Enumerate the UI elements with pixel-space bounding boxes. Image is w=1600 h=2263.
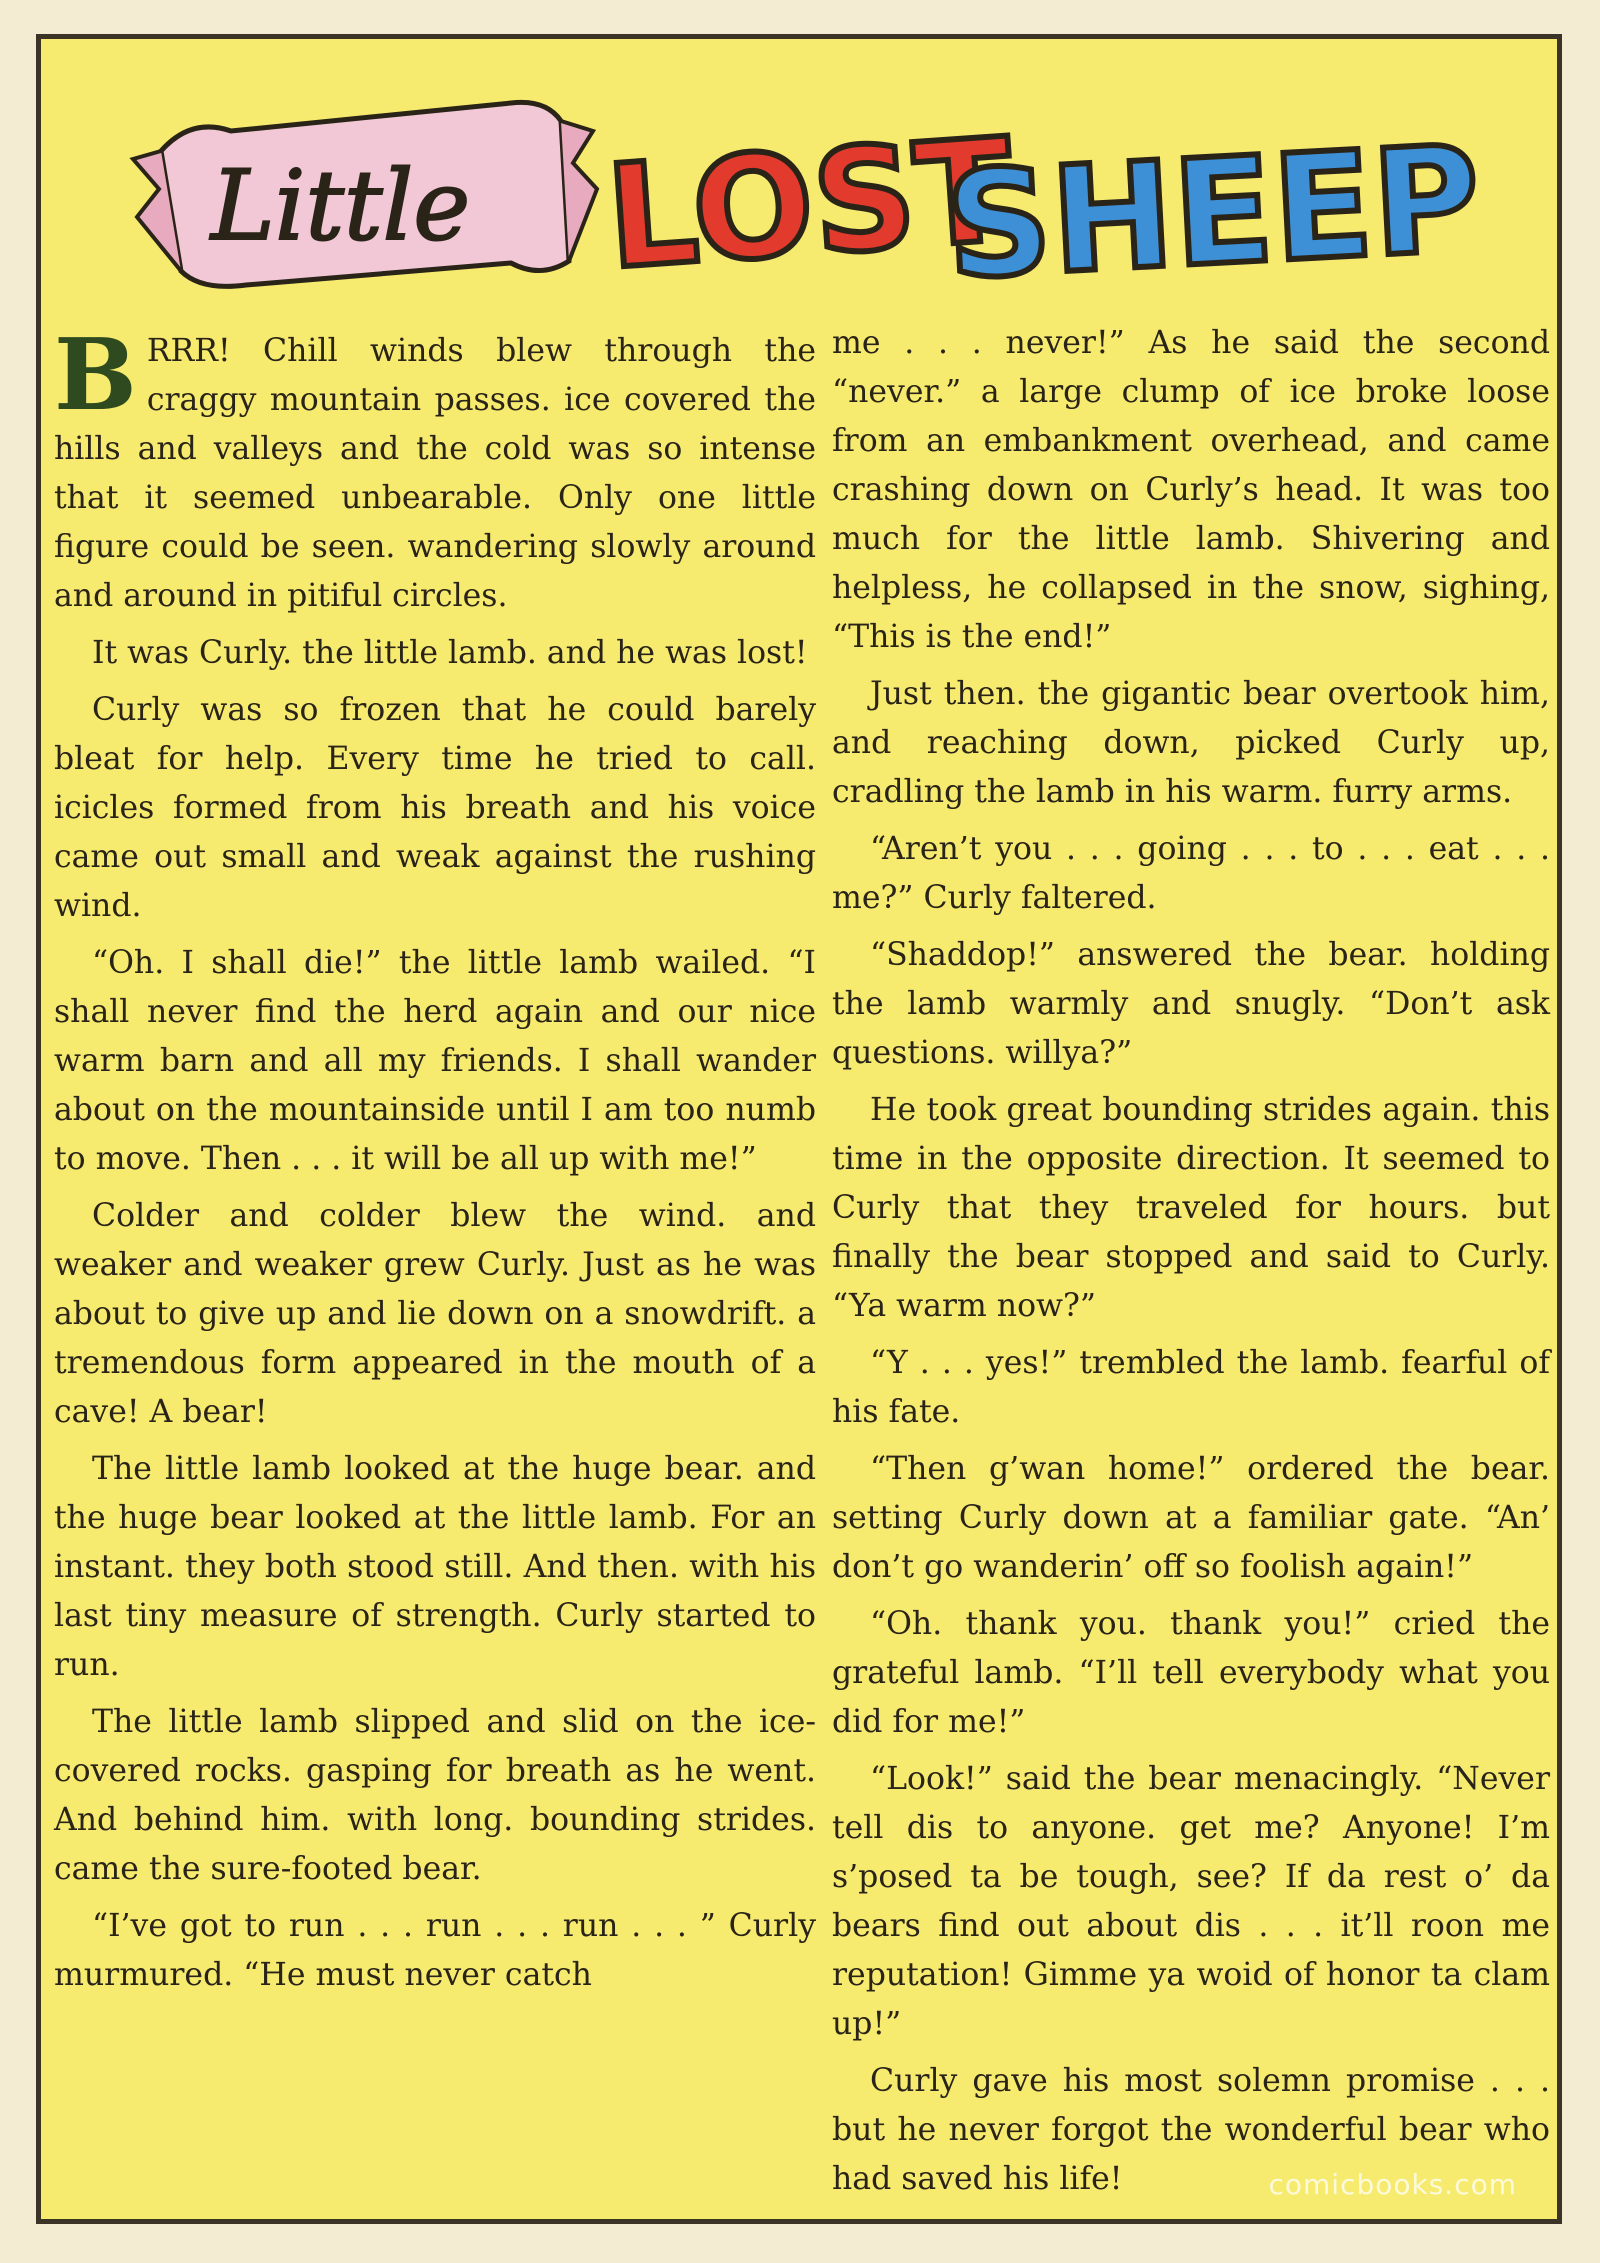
title-art	[41, 39, 1557, 329]
story-paragraph: Curly gave his most solemn promise . . . but he never forgot the wonderful bear who had saved his life!	[832, 2063, 1550, 2197]
comic-page	[36, 34, 1562, 2224]
story-paragraph: “Y . . . yes!” trembled the lamb. fearful of his fate.	[832, 1345, 1550, 1430]
story-paragraph: Just then. the gigantic bear overtook him, and reaching down, picked Curly up, cradling the lamb in his warm. furry arms.	[832, 676, 1550, 810]
site-watermark: comicbooks.com	[1268, 2168, 1517, 2201]
story-paragraph: He took great bounding strides again. this time in the opposite direction. It seemed to Curly that they traveled for hours. but finally the bear stopped and said to Curly. “Ya warm now?”	[832, 1092, 1550, 1324]
title-word-little: Little	[211, 150, 471, 262]
story-paragraph: It was Curly. the little lamb. and he was lost!	[92, 635, 808, 671]
title-word-lost: LOST	[601, 108, 1018, 301]
story-column-right	[832, 319, 1550, 2212]
story-paragraph: “Oh. I shall die!” the little lamb wailed. “I shall never find the herd again and our nice warm barn and all my friends. I shall wander about on the mountainside until I am too numb to move. Then . . . it will be all up with me!”	[54, 945, 816, 1177]
story-paragraph: “I’ve got to run . . . run . . . run . . . ” Curly murmured. “He must never catch	[54, 1908, 816, 1993]
story-paragraph: “Shaddop!” answered the bear. holding the lamb warmly and snugly. “Don’t ask questions. willya?”	[832, 937, 1550, 1071]
story-paragraph: Curly was so frozen that he could barely bleat for help. Every time he tried to call. icicles formed from his breath and his voice came out small and weak against the rushing wind.	[54, 692, 816, 924]
story-column-left	[54, 318, 816, 2008]
story-paragraph: The little lamb looked at the huge bear. and the huge bear looked at the little lamb. For an instant. they both stood still. And then. with his last tiny measure of strength. Curly started to run.	[54, 1451, 816, 1683]
story-paragraph: BRRR! Chill winds blew through the craggy mountain passes. ice covered the hills and valleys and the cold was so intense that it seemed unbearable. Only one little figure could be seen. wandering slowly around and around in pitiful circles.	[54, 318, 816, 614]
story-title	[41, 39, 1557, 329]
story-paragraph: “Aren’t you . . . going . . . to . . . eat . . . me?” Curly faltered.	[832, 831, 1550, 916]
story-paragraph: “Look!” said the bear menacingly. “Never tell dis to anyone. get me? Anyone! I’m s’posed ta be tough, see? If da rest o’ da bears find out about dis . . . it’ll roon me reputation! Gimme ya woid of honor ta clam up!”	[832, 1761, 1550, 2042]
story-paragraph: me . . . never!” As he said the second “never.” a large clump of ice broke loose from an embankment overhead, and came crashing down on Curly’s head. It was too much for the little lamb. Shivering and helpless, he collapsed in the snow, sighing, “This is the end!”	[832, 325, 1550, 655]
drop-cap: B	[54, 318, 137, 433]
story-paragraph: “Oh. thank you. thank you!” cried the grateful lamb. “I’ll tell everybody what you did for me!”	[832, 1606, 1550, 1740]
title-word-sheep: SHEEP	[941, 114, 1484, 312]
story-paragraph: “Then g’wan home!” ordered the bear. setting Curly down at a familiar gate. “An’ don’t go wanderin’ off so foolish again!”	[832, 1451, 1550, 1585]
story-paragraph: The little lamb slipped and slid on the ice-covered rocks. gasping for breath as he went. And behind him. with long. bounding strides. came the sure-footed bear.	[54, 1704, 816, 1887]
story-paragraph: Colder and colder blew the wind. and weaker and weaker grew Curly. Just as he was about to give up and lie down on a snowdrift. a tremendous form appeared in the mouth of a cave! A bear!	[54, 1198, 816, 1430]
